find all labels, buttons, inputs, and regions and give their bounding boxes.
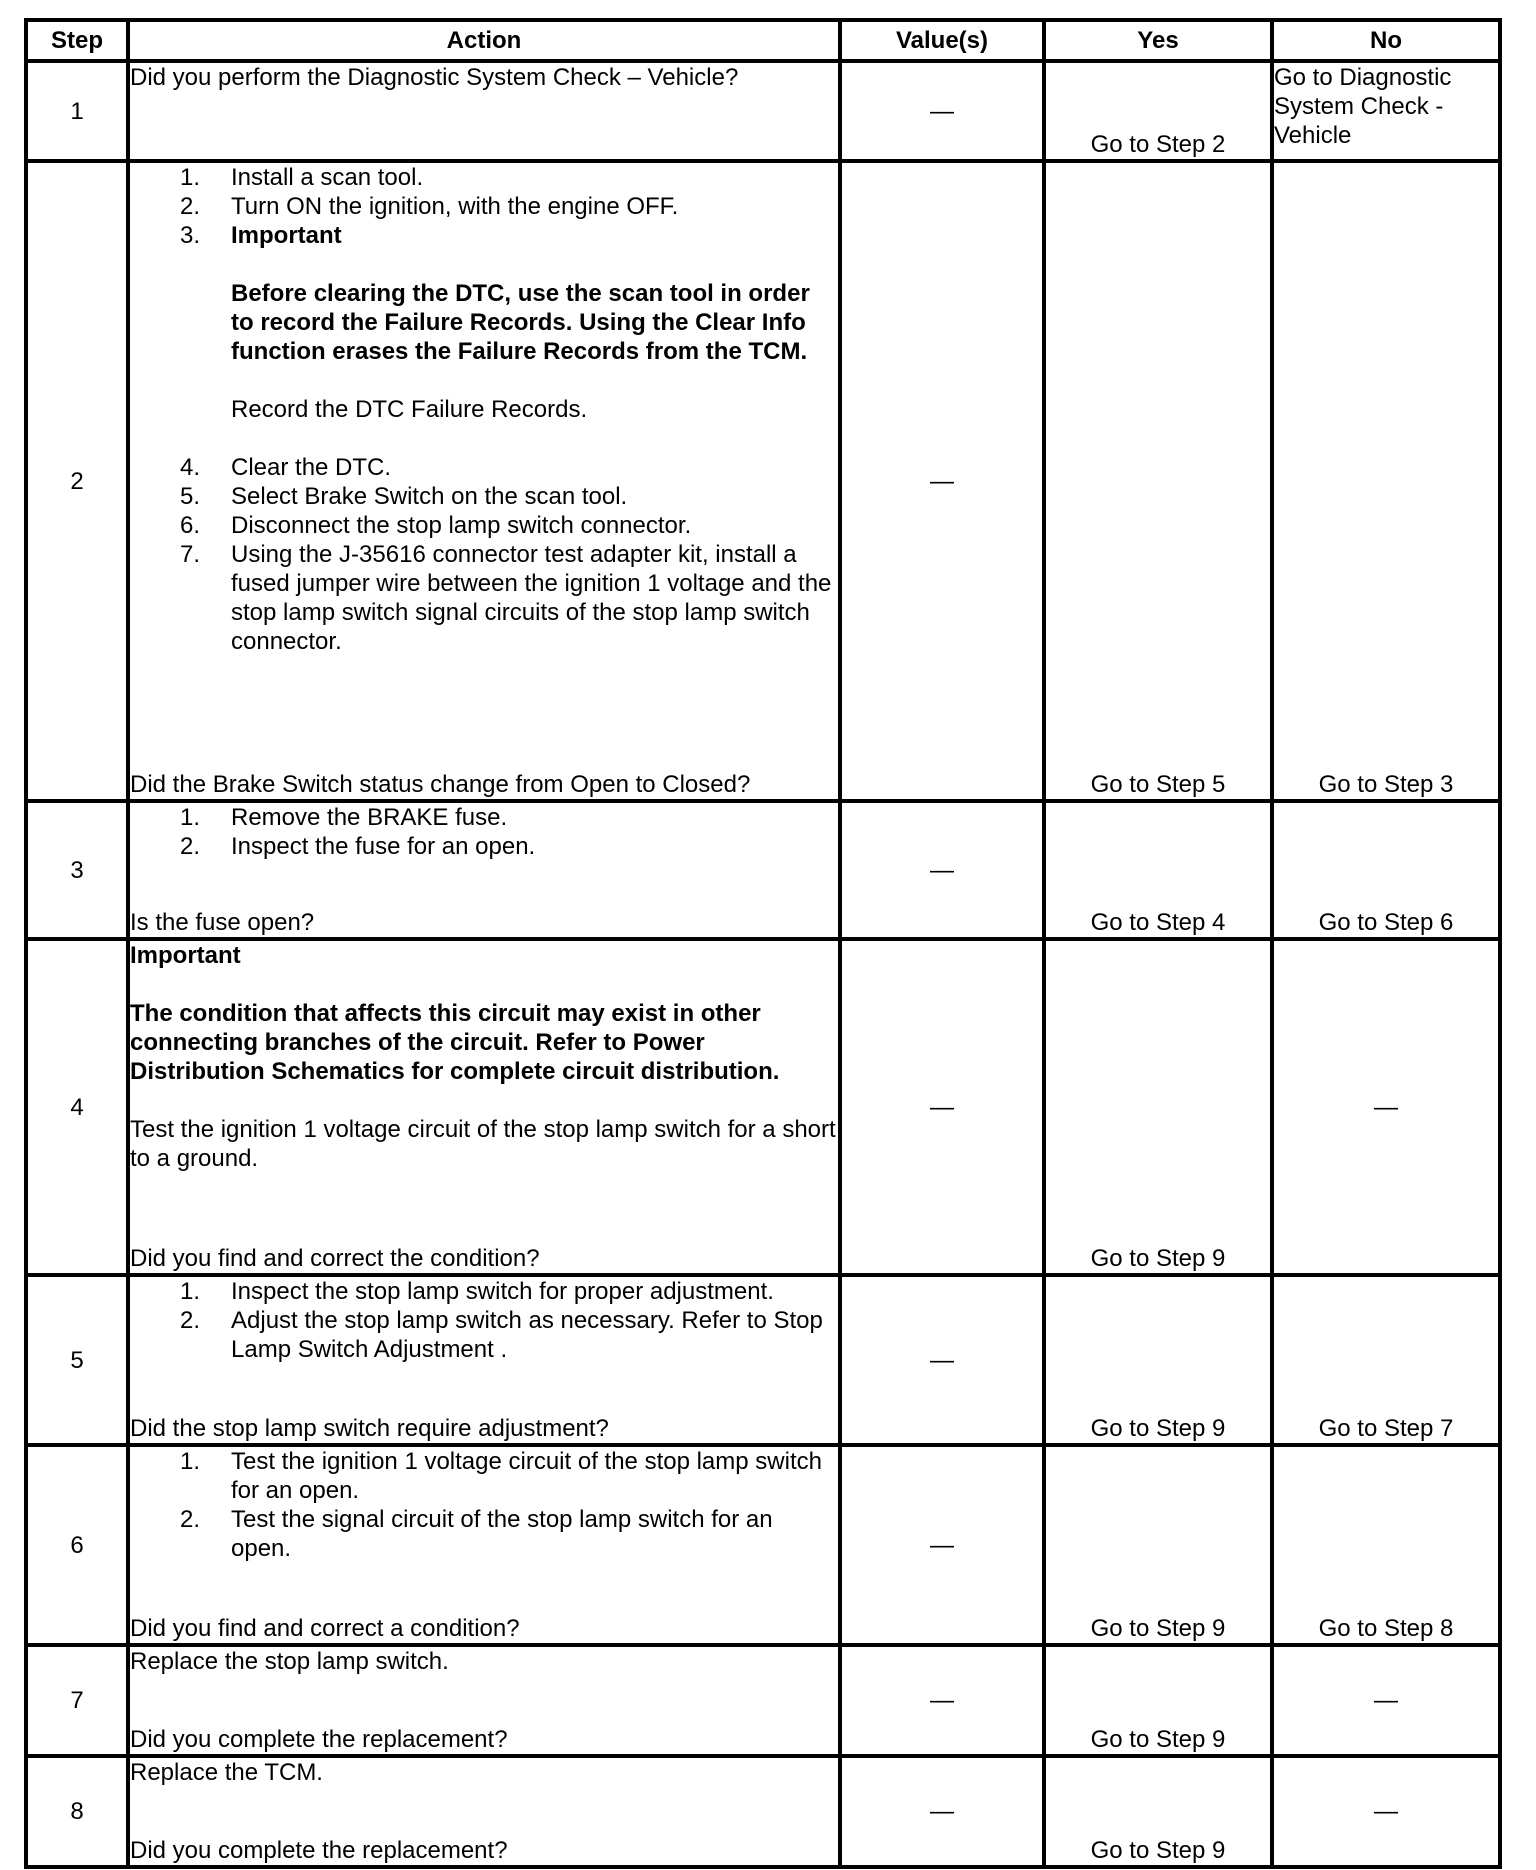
important-note: The condition that affects this circuit may exist in other connecting branches of the circuit. Refer to Power Distribution Schematics for complete circuit distribution. [130,1000,780,1085]
table-row-step-2 [26,161,1500,801]
action-cell [128,61,840,161]
step-number: 3 [26,801,128,939]
list-item: 2. Test the signal circuit of the stop lamp switch for an open. [180,1506,773,1562]
yes-cell: Go to Step 2 [1044,61,1272,161]
action-cell [128,161,840,801]
yes-cell: Go to Step 9 [1044,939,1272,1275]
no-cell: — [1272,939,1500,1275]
no-line: System Check - [1274,93,1444,120]
important-note: Before clearing the DTC, use the scan tool in order to record the Failure Records. Using the Clear Info function erases the Failure Records from the TCM. [231,280,810,365]
yes-cell: Go to Step 4 [1044,801,1272,939]
action-question: Did you perform the Diagnostic System Check – Vehicle? [130,64,739,91]
record-instruction: Record the DTC Failure Records. [231,396,588,423]
list-item: 5. Select Brake Switch on the scan tool. [180,483,628,510]
yes-cell: Go to Step 9 [1044,1756,1272,1867]
step-number: 1 [26,61,128,161]
step-number: 6 [26,1445,128,1645]
important-label: Important [231,222,342,249]
action-question: Did you complete the replacement? [130,1837,508,1864]
value-cell: — [840,61,1044,161]
action-list [130,163,838,656]
value-cell: — [840,939,1044,1275]
action-question: Did you find and correct the condition? [130,1245,540,1272]
list-item: 1. Test the ignition 1 voltage circuit of the stop lamp switch for an open. [180,1448,822,1504]
step-number: 2 [26,161,128,801]
no-cell: — [1272,1756,1500,1867]
header-action: Action [128,20,840,61]
list-item: 2. Turn ON the ignition, with the engine OFF. [180,193,679,220]
value-cell: — [840,1445,1044,1645]
table-row-step-7 [26,1645,1500,1756]
table-row-step-5 [26,1275,1500,1445]
list-item: 2. Inspect the fuse for an open. [180,833,536,860]
action-instruction: Replace the stop lamp switch. [130,1648,449,1675]
value-cell: — [840,161,1044,801]
diagnostic-table [24,18,1502,1869]
step-number: 5 [26,1275,128,1445]
table-row-step-6 [26,1445,1500,1645]
list-item: 1. Install a scan tool. [180,164,424,191]
action-cell [128,1645,840,1756]
no-cell: Go to Step 6 [1272,801,1500,939]
important-label: Important [130,942,241,969]
list-item: 4. Clear the DTC. [180,454,392,481]
table-row-step-3 [26,801,1500,939]
action-cell [128,1275,840,1445]
action-question: Did the stop lamp switch require adjustment? [130,1415,609,1442]
list-item: 3. Important Before clearing the DTC, use the scan tool in order to record the Failure Records. Using the Clear Info function erases the Failure Records from the TCM. Record the DTC Failure Records. [130,221,838,453]
yes-cell: Go to Step 9 [1044,1275,1272,1445]
action-cell [128,1756,840,1867]
action-question: Did the Brake Switch status change from Open to Closed? [130,771,751,798]
value-cell: — [840,1756,1044,1867]
action-instruction: Test the ignition 1 voltage circuit of the stop lamp switch for a short to a ground. [130,1116,836,1172]
action-instruction: Replace the TCM. [130,1759,323,1786]
header-row [26,20,1500,61]
action-question: Did you complete the replacement? [130,1726,508,1753]
header-step: Step [26,20,128,61]
yes-cell: Go to Step 9 [1044,1645,1272,1756]
list-item: 7. Using the J-35616 connector test adapter kit, install a fused jumper wire between the ignition 1 voltage and the stop lamp switch signal circuits of the stop lamp switch connector. [180,541,832,655]
value-cell: — [840,1645,1044,1756]
no-cell: Go to Step 7 [1272,1275,1500,1445]
list-item: 1. Remove the BRAKE fuse. [180,804,508,831]
list-item: 1. Inspect the stop lamp switch for proper adjustment. [180,1278,774,1305]
action-cell [128,1445,840,1645]
step-number: 7 [26,1645,128,1756]
no-cell [1272,61,1500,161]
value-cell: — [840,801,1044,939]
table-row-step-8 [26,1756,1500,1867]
no-cell: Go to Step 8 [1272,1445,1500,1645]
yes-cell: Go to Step 5 [1044,161,1272,801]
header-yes: Yes [1044,20,1272,61]
yes-cell: Go to Step 9 [1044,1445,1272,1645]
header-no: No [1272,20,1500,61]
value-cell: — [840,1275,1044,1445]
no-cell: — [1272,1645,1500,1756]
list-item: 2. Adjust the stop lamp switch as necessary. Refer to Stop Lamp Switch Adjustment . [180,1307,823,1363]
step-number: 8 [26,1756,128,1867]
step-number: 4 [26,939,128,1275]
action-question: Did you find and correct a condition? [130,1615,520,1642]
action-question: Is the fuse open? [130,909,315,936]
no-line: Go to Diagnostic [1274,64,1452,91]
action-list [130,803,838,861]
table-row-step-4 [26,939,1500,1275]
action-cell [128,939,840,1275]
action-list [130,1447,838,1563]
no-line: Vehicle [1274,122,1352,149]
no-cell: Go to Step 3 [1272,161,1500,801]
action-cell [128,801,840,939]
header-values: Value(s) [840,20,1044,61]
table-row-step-1 [26,61,1500,161]
list-item: 6. Disconnect the stop lamp switch connector. [180,512,692,539]
action-list [130,1277,838,1364]
